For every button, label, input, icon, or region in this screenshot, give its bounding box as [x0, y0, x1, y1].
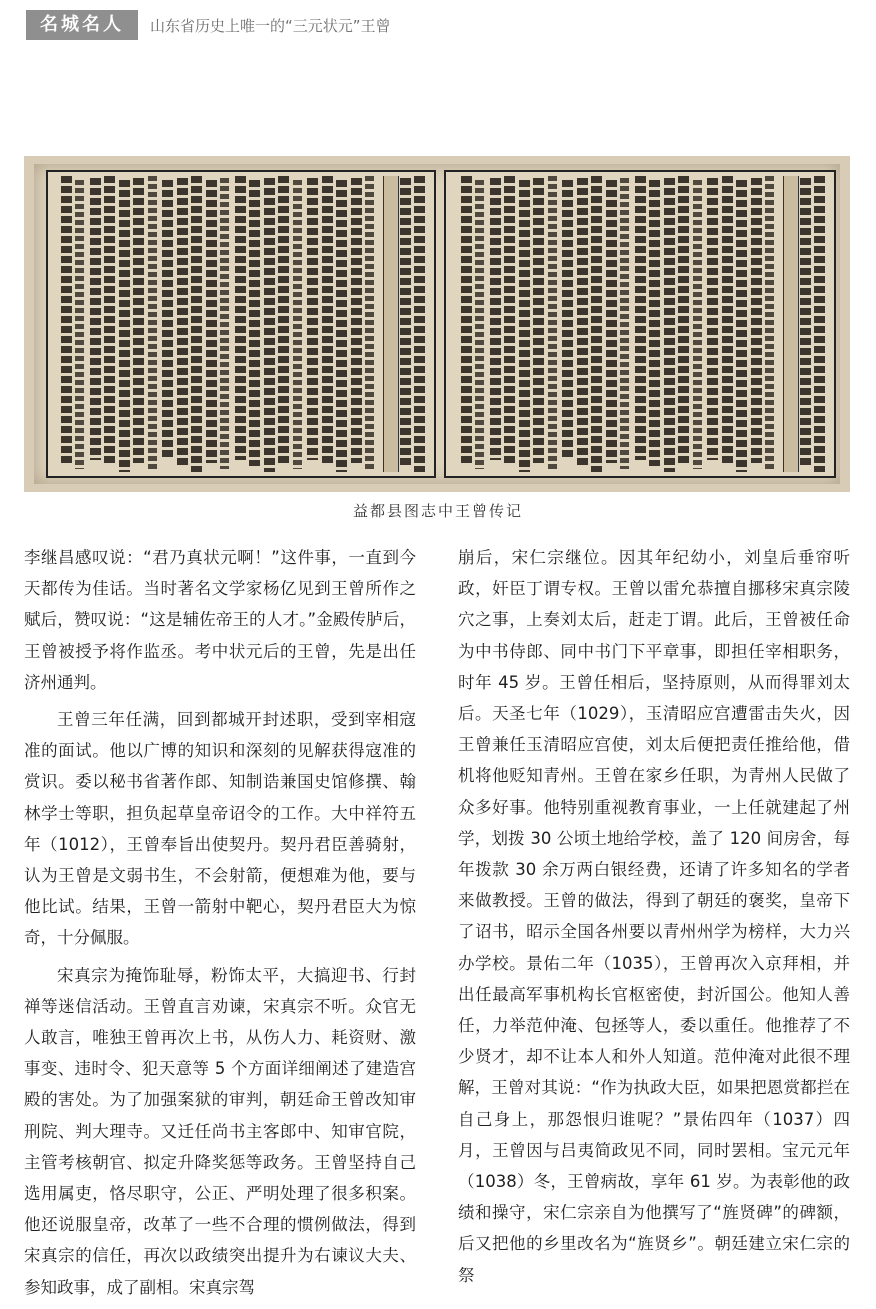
scan-text-column — [504, 176, 515, 466]
scan-text-column — [414, 176, 425, 472]
scan-text-column — [336, 180, 347, 472]
scan-page-fold — [783, 176, 799, 472]
column-badge: 名城名人 — [26, 10, 138, 40]
scan-text-column — [400, 178, 411, 466]
scan-text-column — [591, 176, 602, 472]
scan-text-column — [264, 178, 275, 472]
scan-text-column — [736, 180, 747, 472]
scan-text-column — [722, 176, 733, 466]
scan-text-column — [649, 180, 660, 466]
scan-text-column — [814, 176, 825, 472]
gazetteer-figure — [24, 156, 850, 492]
figure-caption: 益都县图志中王曾传记 — [352, 502, 523, 520]
scan-text-column — [75, 180, 84, 469]
scan-text-column — [577, 178, 588, 466]
scan-text-column — [461, 176, 472, 463]
scan-page-fold — [383, 176, 399, 472]
scan-page-left — [46, 170, 436, 478]
scan-text-column — [562, 180, 573, 460]
scan-text-column — [293, 180, 302, 469]
scan-text-column — [548, 176, 557, 469]
scan-text-column — [162, 180, 173, 460]
scan-text-column — [322, 176, 333, 466]
scan-text-column — [533, 178, 544, 463]
scan-text-column — [220, 178, 229, 469]
scan-text-column — [249, 180, 260, 466]
scan-text-column — [751, 178, 762, 463]
paragraph: 王曾三年任满，回到都城开封述职，受到宰相寇准的面试。他以广博的知识和深刻的见解获得寇准的赏识。委以秘书省著作郎、知制诰兼国史馆修撰、翰林学士等职，担负起草皇帝诏令的工作。大中祥符五年（1012），王曾奉旨出使契丹。契丹君臣善骑射，认为王曾是文弱书生，不会射箭，便想难为他，要与他比试。结果，王曾一箭射中靶心，契丹君臣大为惊奇，十分佩服。 — [24, 710, 416, 948]
scan-text-column — [765, 176, 774, 469]
scan-text-column — [278, 176, 289, 463]
scan-text-column — [490, 178, 501, 460]
scan-text-column — [475, 180, 484, 469]
scan-text-column — [707, 178, 718, 460]
scan-text-column — [519, 180, 530, 472]
scan-text-column — [148, 176, 157, 469]
scan-text-column — [191, 176, 202, 472]
paragraph: 李继昌感叹说：“君乃真状元啊！”这件事，一直到今天都传为佳话。当时著名文学家杨亿见到王曾所作之赋后，赞叹说：“这是辅佐帝王的人才。”金殿传胪后，王曾被授予将作监丞。考中状元后的王曾，先是出任济州通判。 — [24, 548, 416, 692]
scan-page-right — [444, 170, 836, 478]
scan-text-column — [693, 180, 702, 469]
scan-text-column — [90, 178, 101, 460]
scan-text-column — [678, 176, 689, 463]
scan-text-column — [104, 176, 115, 466]
scan-text-column — [177, 178, 188, 466]
scan-text-column — [119, 180, 130, 472]
paragraph: 崩后，宋仁宗继位。因其年纪幼小，刘皇后垂帘听政，奸臣丁谓专权。王曾以雷允恭擅自挪移宋真宗陵穴之事，上奏刘太后，赶走丁谓。此后，王曾被任命为中书侍郎、同中书门下平章事，即担任宰相职务，时年 45 岁。王曾任相后，坚持原则，从而得罪刘太后。天圣七年（1029），玉清昭应宫遭雷击失火，因王曾兼任玉清昭应宫使，刘太后便把责任推给他，借机将他贬知青州。王曾在家乡任职，为青州人民做了众多好事。他特别重视教育事业，一上任就建起了州学，划拨 30 公顷土地给学校，盖了 120 间房舍，每年拨款 30 余万两白银经费，还请了许多知名的学者来做教授。王曾的做法，得到了朝廷的褒奖，皇帝下了诏书，昭示全国各州要以青州州学为榜样，大力兴办学校。景佑二年（1035），王曾再次入京拜相，并出任最高军事机构长官枢密使，封沂国公。他知人善任，力举范仲淹、包拯等人，委以重任。他推荐了不少贤才，却不让本人和外人知道。范仲淹对此很不理解，王曾对其说：“作为执政大臣，如果把恩赏都拦在自己身上，那怨恨归谁呢？”景佑四年（1037）四月，王曾因与吕夷简政见不同，同时罢相。宝元元年（1038）冬，王曾病故，享年 61 岁。为表彰他的政绩和操守，宋仁宗亲自为他撰写了“旌贤碑”的碑额，后又把他的乡里改名为“旌贤乡”。朝廷建立宋仁宗的祭 — [458, 548, 850, 1285]
page-header — [26, 10, 391, 40]
article-column-left — [24, 542, 416, 1309]
paragraph: 宋真宗为掩饰耻辱，粉饰太平，大搞迎书、行封禅等迷信活动。王曾直言劝谏，宋真宗不听。众官无人敢言，唯独王曾再次上书，从伤人力、耗资财、激事变、违时令、犯天意等 5 个方面详细阐述了建造宫殿的害处。为了加强案狱的审判，朝廷命王曾改知审刑院、判大理寺。又迁任尚书主客郎中、知审官院，主管考核朝官、拟定升降奖惩等政务。王曾坚持自己选用属吏，恪尽职守，公正、严明处理了很多积案。他还说服皇帝，改革了一些不合理的惯例做法，得到宋真宗的信任，再次以政绩突出提升为右谏议大夫、参知政事，成了副相。宋真宗驾 — [24, 965, 416, 1297]
scan-text-column — [635, 176, 646, 460]
scan-text-column — [620, 178, 629, 469]
scan-text-column — [307, 178, 318, 460]
scan-text-column — [351, 178, 362, 463]
scan-text-column — [235, 176, 246, 460]
scan-text-column — [800, 178, 811, 466]
article-title: 山东省历史上唯一的“三元状元”王曾 — [150, 16, 391, 35]
scan-text-column — [664, 178, 675, 472]
scan-text-column — [606, 180, 617, 463]
gazetteer-scan-image — [34, 164, 840, 484]
scan-text-column — [133, 178, 144, 463]
scan-text-column — [206, 180, 217, 463]
scan-text-column — [365, 176, 374, 469]
scan-text-column — [61, 176, 72, 463]
article-column-right — [458, 542, 850, 1297]
